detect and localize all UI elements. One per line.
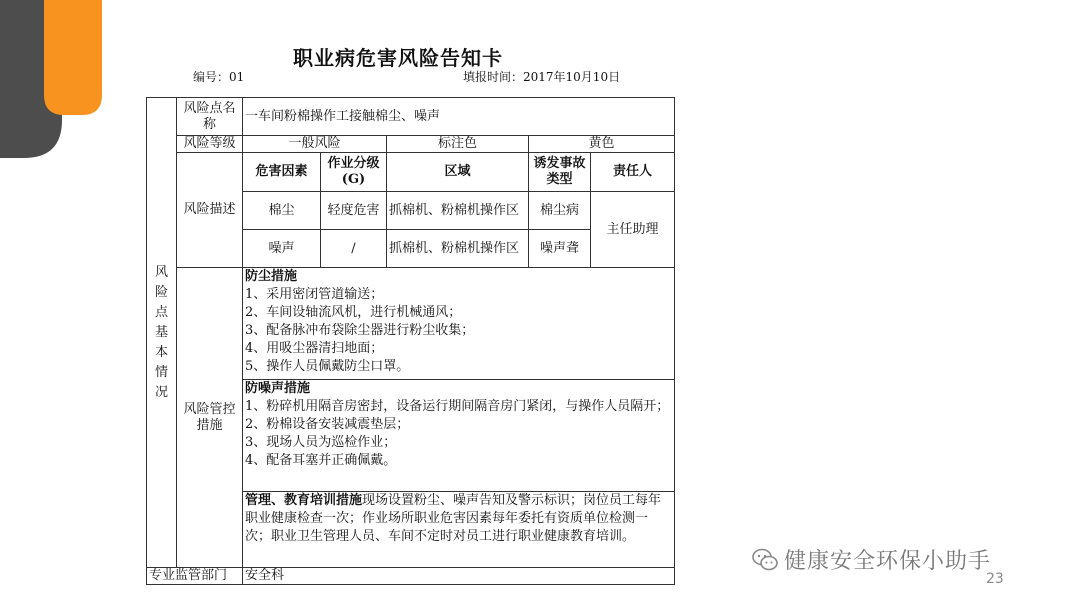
dust-title: 防尘措施: [245, 269, 298, 284]
watermark: [752, 544, 991, 575]
management-measures: [243, 492, 675, 568]
row2-accident: 噪声聋: [529, 230, 591, 268]
risk-notice-table: [146, 97, 675, 585]
noise-item: 1、粉碎机用隔音房密封，设备运行期间隔音房门紧闭，与操作人员隔开；: [245, 399, 670, 414]
header-accident: 诱发事故类型: [529, 153, 591, 192]
row2-factor: 噪声: [243, 230, 321, 268]
color-value: 黄色: [529, 136, 675, 153]
supervision-value: 安全科: [243, 568, 675, 585]
card-number: 编号：01: [193, 70, 245, 84]
risk-level-value: 一般风险: [243, 136, 387, 153]
dust-item: 5、操作人员佩戴防尘口罩。: [245, 359, 410, 374]
header-grade: 作业分级(G): [321, 153, 387, 192]
risk-point-value: 一车间粉棉操作工接触棉尘、噪声: [243, 98, 675, 136]
control-label: 风险管控措施: [177, 268, 243, 568]
side-label-cell: [147, 98, 177, 568]
row1-accident: 棉尘病: [529, 192, 591, 230]
row1-area: 抓棉机、粉棉机操作区: [387, 192, 529, 230]
page-number: 23: [986, 571, 1004, 587]
noise-measures: [243, 380, 675, 492]
row1-grade: 轻度危害: [321, 192, 387, 230]
dust-item: 1、采用密闭管道输送；: [245, 287, 384, 302]
dust-item: 2、车间设轴流风机，进行机械通风；: [245, 305, 462, 320]
wechat-icon: [752, 547, 778, 573]
responsible-person: 主任助理: [591, 192, 675, 268]
noise-item: 3、现场人员为巡检作业；: [245, 435, 397, 450]
row2-grade: /: [321, 230, 387, 268]
row1-factor: 棉尘: [243, 192, 321, 230]
page-title: 职业病危害风险告知卡: [293, 46, 503, 70]
row2-area: 抓棉机、粉棉机操作区: [387, 230, 529, 268]
header-area: 区域: [387, 153, 529, 192]
dust-item: 4、用吸尘器清扫地面；: [245, 341, 384, 356]
management-title: 管理、教育培训措施: [245, 493, 363, 508]
watermark-text: 健康安全环保小助手: [784, 549, 992, 574]
header-factor: 危害因素: [243, 153, 321, 192]
noise-title: 防噪声措施: [245, 381, 311, 396]
dust-item: 3、配备脉冲布袋除尘器进行粉尘收集；: [245, 323, 475, 338]
supervision-label: 专业监管部门: [147, 568, 243, 585]
fill-date: 填报时间：2017年10月10日: [463, 70, 621, 84]
risk-desc-label: 风险描述: [177, 153, 243, 268]
slide-corner-decoration: [0, 0, 102, 160]
color-label: 标注色: [387, 136, 529, 153]
noise-item: 2、粉棉设备安装减震垫层；: [245, 417, 410, 432]
risk-level-label: 风险等级: [177, 136, 243, 153]
noise-item: 4、配备耳塞并正确佩戴。: [245, 453, 397, 468]
dust-measures: [243, 268, 675, 380]
header-responsible: 责任人: [591, 153, 675, 192]
side-label: 风险点基本情况: [154, 264, 168, 400]
management-text: 现场设置粉尘、噪声告知及警示标识；岗位员工每年职业健康检查一次；作业场所职业危害因素每年委托有资质单位检测一次；职业卫生管理人员、车间不定时对员工进行职业健康教育培训。: [245, 493, 662, 544]
risk-point-label: 风险点名称: [177, 98, 243, 136]
